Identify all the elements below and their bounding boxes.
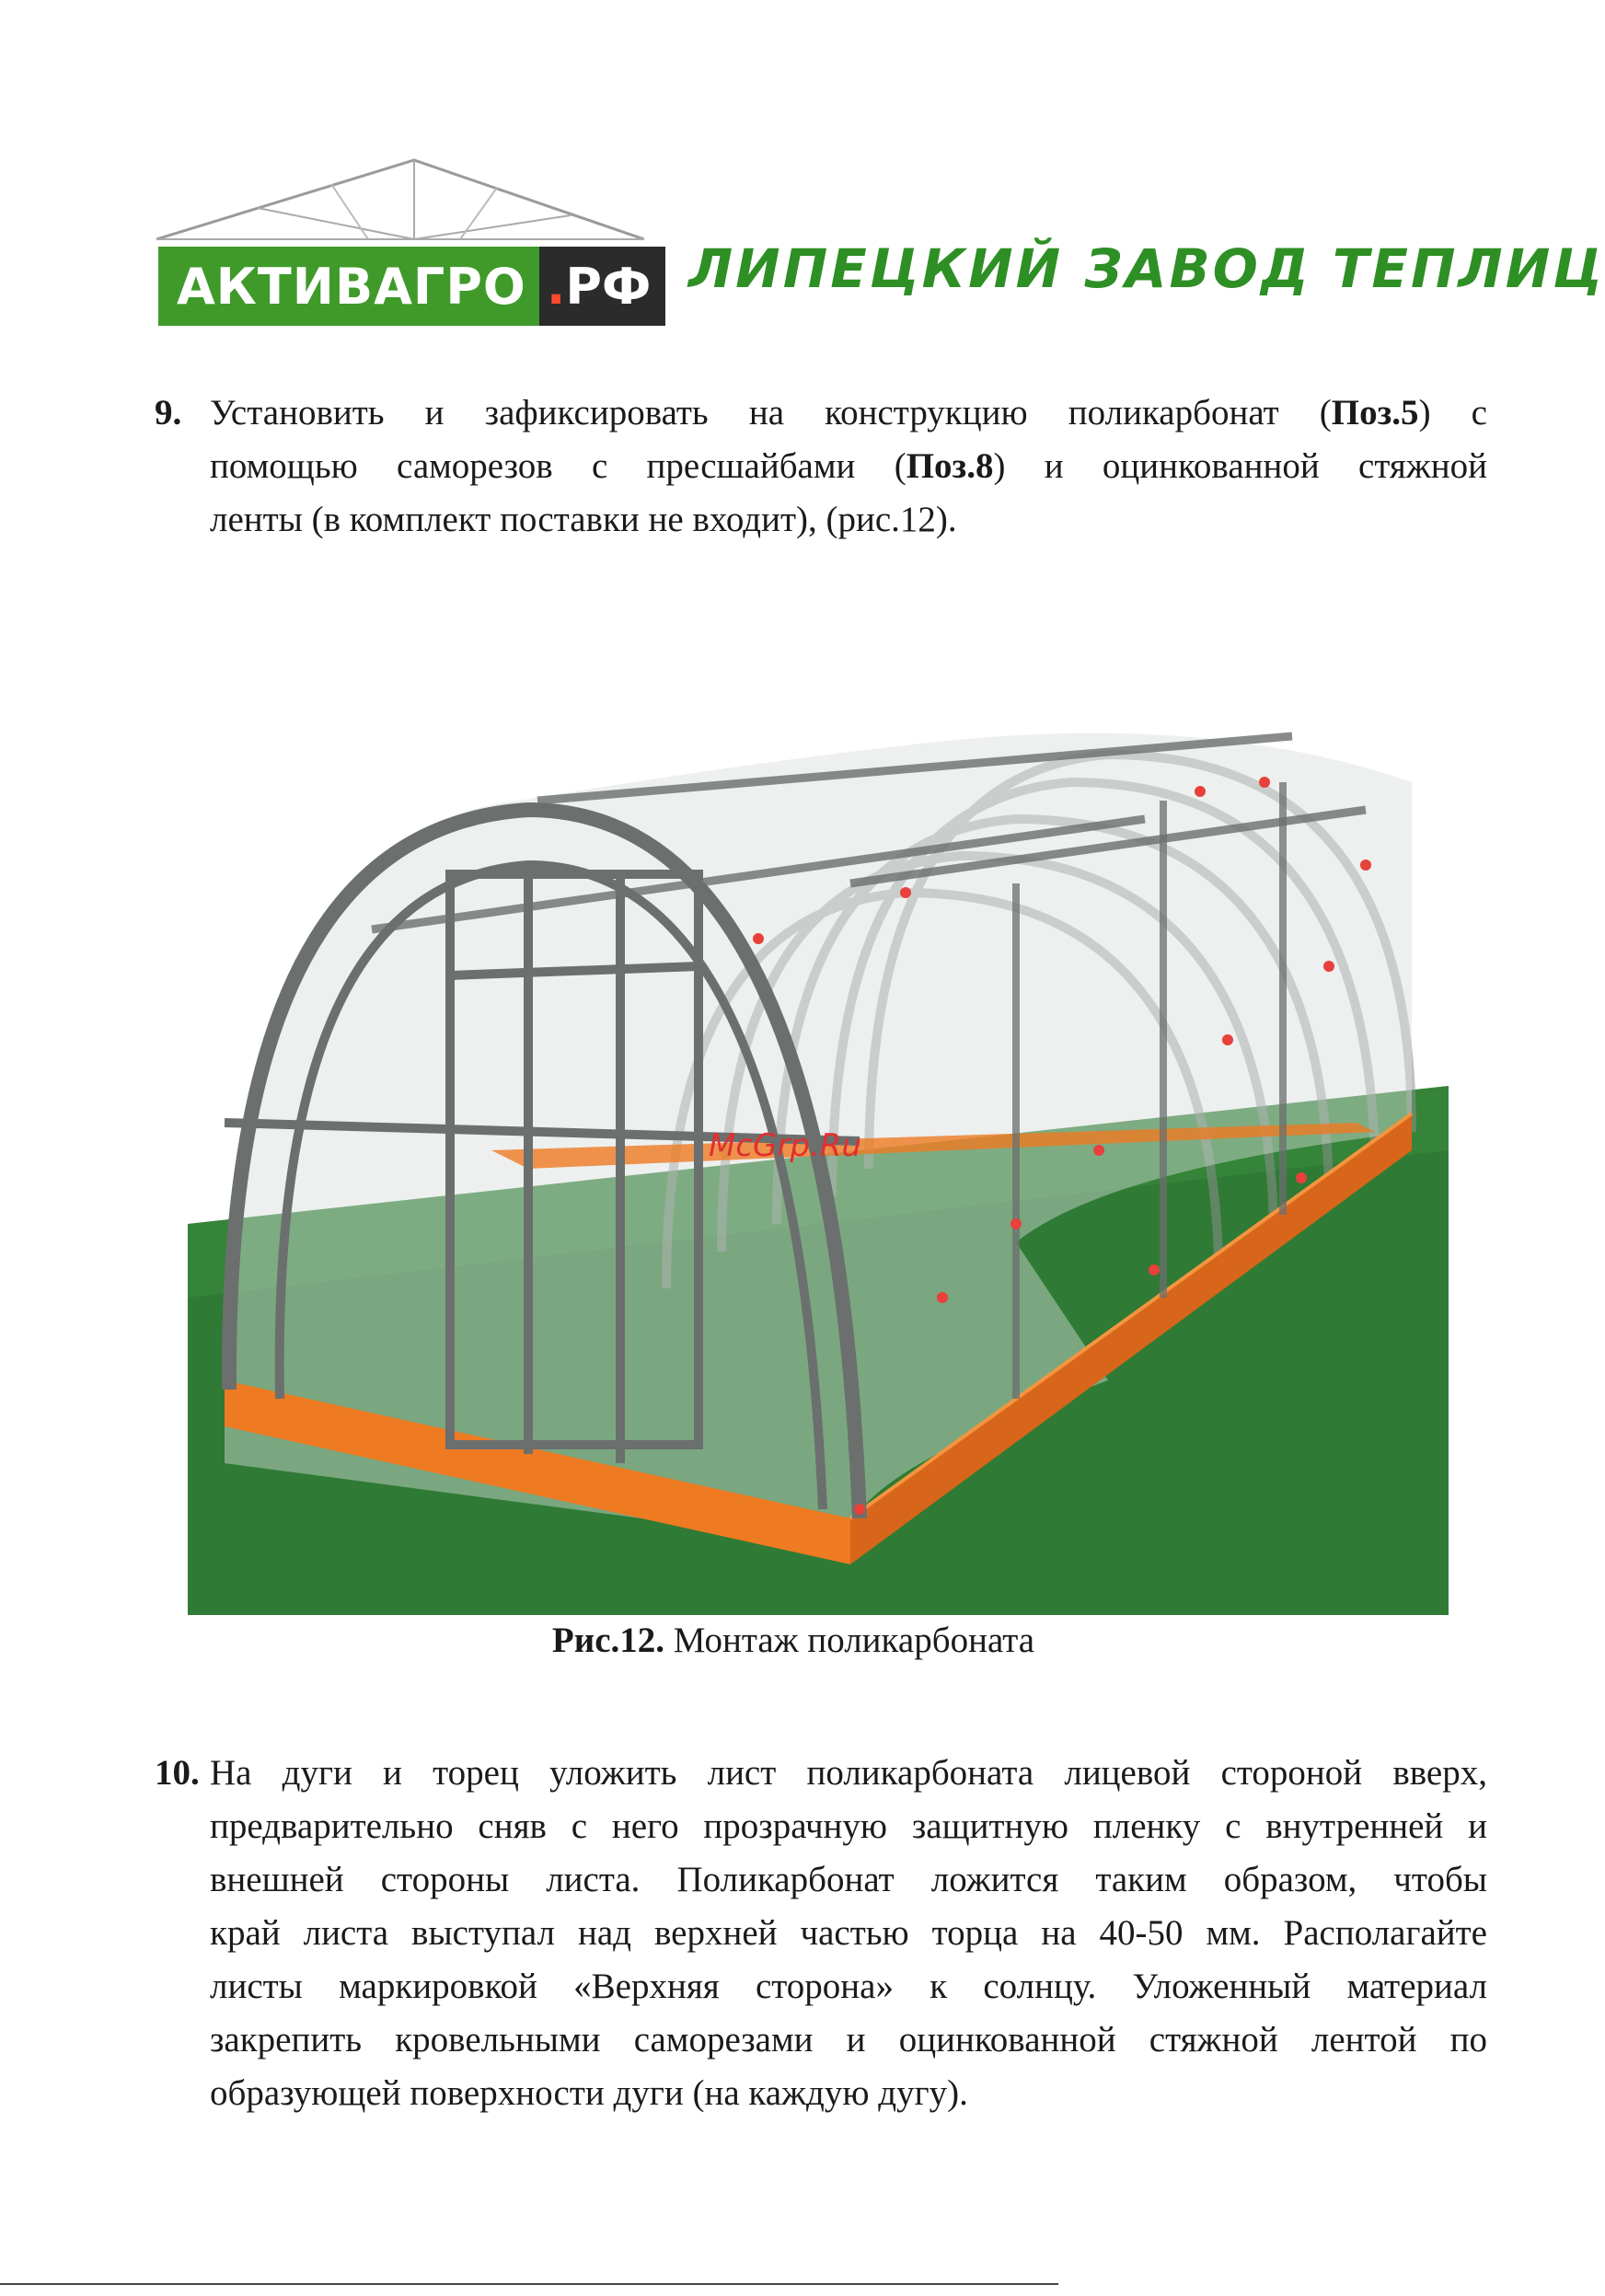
- step-10-line: образующей поверхности дуги (на каждую дугу).: [210, 2073, 968, 2113]
- figure-caption-label: Рис.12.: [551, 1621, 665, 1660]
- page-header: [0, 0, 1605, 340]
- step-9-line-3: ленты (в комплект поставки не входит), (рис.12).: [210, 500, 957, 539]
- logo-tld: [539, 247, 666, 326]
- step-9-line-1-text: Установить и зафиксировать на конструкцию поликарбонат (: [210, 393, 1332, 433]
- logo-tld-text: РФ: [565, 257, 652, 316]
- figure-caption-text: Монтаж поликарбоната: [664, 1621, 1035, 1660]
- pos8-reference: Поз.8: [906, 446, 994, 486]
- step-10-line: закрепить кровельными саморезами и оцинкованной стяжной лентой по: [210, 2020, 1487, 2059]
- step-9-paragraph: [155, 387, 1487, 547]
- watermark: McGrp.Ru: [709, 1127, 861, 1164]
- brand-title: ЛИПЕЦКИЙ ЗАВОД ТЕПЛИЦ: [688, 237, 1605, 300]
- step-9-line-2: [210, 440, 1487, 493]
- logo-roof-icon: [147, 147, 644, 258]
- step-9-line-1-tail: ) с: [1418, 393, 1487, 433]
- step-10-number: 10.: [155, 1753, 200, 1793]
- step-9-line-1: [210, 387, 1487, 440]
- step-10-line: край листа выступал над верхней частью торца на 40-50 мм. Располагайте: [210, 1913, 1487, 1953]
- logo-dot: .: [546, 257, 566, 316]
- figure-caption: [0, 1620, 1587, 1661]
- pos5-reference: Поз.5: [1331, 393, 1419, 433]
- step-10-line: листы маркировкой «Верхняя сторона» к солнцу. Уложенный материал: [210, 1967, 1487, 2006]
- footer-rule: [0, 2283, 1058, 2285]
- step-10-line: На дуги и торец уложить лист поликарбоната лицевой стороной вверх,: [210, 1753, 1487, 1793]
- brand-logo: [158, 247, 652, 326]
- step-10-line: внешней стороны листа. Поликарбонат ложится таким образом, чтобы: [210, 1860, 1487, 1899]
- step-9-number: 9.: [155, 393, 182, 433]
- step-10-paragraph: [155, 1747, 1487, 2120]
- step-9-line-2-text: помощью саморезов с пресшайбами (: [210, 446, 906, 486]
- logo-main-text: АКТИВАГРО: [158, 247, 539, 326]
- step-10-line: предварительно сняв с него прозрачную защитную пленку с внутренней и: [210, 1806, 1487, 1846]
- greenhouse-illustration: [188, 653, 1449, 1615]
- step-9-line-2-tail: ) и оцинкованной стяжной: [993, 446, 1487, 486]
